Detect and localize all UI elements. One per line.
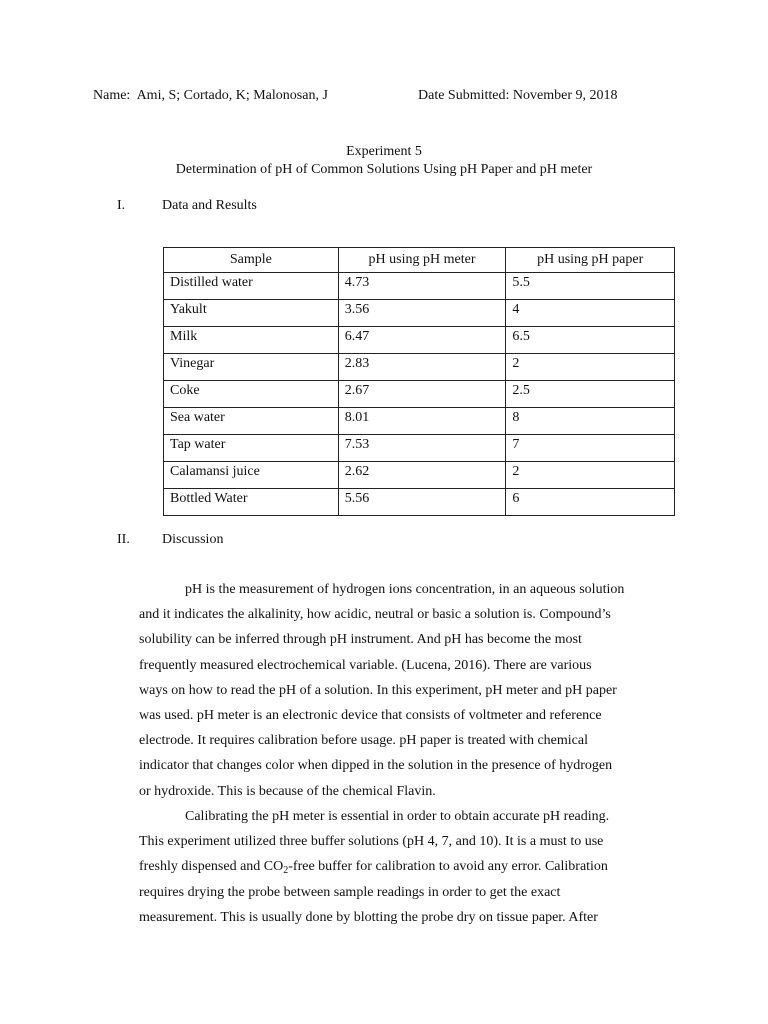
table-cell: Sea water — [164, 408, 339, 435]
table-cell: 6.47 — [338, 327, 506, 354]
table-header-cell: Sample — [164, 248, 339, 273]
table-cell: 2.5 — [506, 381, 675, 408]
table-header-cell: pH using pH meter — [338, 248, 506, 273]
paragraph-line: electrode. It requires calibration before usage. pH paper is treated with chemical — [139, 733, 588, 749]
results-table — [163, 247, 675, 516]
table-cell: 7.53 — [338, 435, 506, 462]
experiment-number: Experiment 5 — [346, 144, 422, 159]
section-title: Discussion — [162, 532, 224, 547]
table-cell: 7 — [506, 435, 675, 462]
discussion-paragraph — [139, 577, 659, 804]
table-cell: 2.67 — [338, 381, 506, 408]
table-row — [164, 381, 675, 408]
paragraph-line: solubility can be inferred through pH instrument. And pH has become the most — [139, 632, 582, 648]
table-cell: Vinegar — [164, 354, 339, 381]
table-cell: 2 — [506, 462, 675, 489]
table-cell: Calamansi juice — [164, 462, 339, 489]
discussion-paragraph — [139, 804, 659, 930]
table-cell: 5.5 — [506, 273, 675, 300]
experiment-title: Determination of pH of Common Solutions Using pH Paper and pH meter — [175, 162, 593, 177]
table-cell: 8 — [506, 408, 675, 435]
paragraph-line: Calibrating the pH meter is essential in order to obtain accurate pH reading. — [185, 809, 610, 824]
text-run: -free buffer for calibration to avoid any error. Calibration — [288, 859, 608, 875]
text-run: freshly dispensed and CO — [139, 859, 284, 875]
paragraph-line: requires drying the probe between sample readings in order to get the exact — [139, 884, 561, 900]
table-cell: 2.83 — [338, 354, 506, 381]
table-cell: 2 — [506, 354, 675, 381]
table-cell: 6 — [506, 489, 675, 516]
table-row — [164, 354, 675, 381]
name-label: Name: — [93, 88, 131, 103]
table-row — [164, 435, 675, 462]
table-row — [164, 408, 675, 435]
paragraph-line: and it indicates the alkalinity, how acidic, neutral or basic a solution is. Compound’s — [139, 607, 611, 623]
table-cell: Coke — [164, 381, 339, 408]
table-cell: 8.01 — [338, 408, 506, 435]
paragraph-line: or hydroxide. This is because of the chemical Flavin. — [139, 783, 436, 799]
table-cell: 3.56 — [338, 300, 506, 327]
table-row — [164, 489, 675, 516]
paragraph-line — [139, 854, 659, 879]
table-cell: 6.5 — [506, 327, 675, 354]
table-cell: Milk — [164, 327, 339, 354]
paragraph-line: pH is the measurement of hydrogen ions concentration, in an aqueous solution — [185, 582, 625, 597]
section-number: I. — [117, 198, 126, 213]
paragraph-line: This experiment utilized three buffer solutions (pH 4, 7, and 10). It is a must to use — [139, 834, 604, 850]
paragraph-line: ways on how to read the pH of a solution. In this experiment, pH meter and pH paper — [139, 682, 617, 698]
date-submitted — [418, 88, 617, 104]
paragraph-line: was used. pH meter is an electronic device that consists of voltmeter and reference — [139, 707, 602, 723]
table-cell: Tap water — [164, 435, 339, 462]
table-cell: 4 — [506, 300, 675, 327]
date-label: Date Submitted: — [418, 88, 510, 103]
table-row — [164, 273, 675, 300]
paragraph-line: indicator that changes color when dipped in the solution in the presence of hydrogen — [139, 758, 613, 774]
paragraph-line: frequently measured electrochemical variable. (Lucena, 2016). There are various — [139, 657, 592, 673]
table-cell: 5.56 — [338, 489, 506, 516]
table-header-cell: pH using pH paper — [506, 248, 675, 273]
subscript: 2 — [283, 865, 289, 877]
names-value: Ami, S; Cortado, K; Malonosan, J — [136, 88, 328, 103]
table-cell: 2.62 — [338, 462, 506, 489]
table-cell: Distilled water — [164, 273, 339, 300]
table-row — [164, 327, 675, 354]
student-names — [93, 88, 328, 104]
table-row — [164, 300, 675, 327]
table-cell: 4.73 — [338, 273, 506, 300]
section-title: Data and Results — [162, 198, 257, 213]
section-number: II. — [117, 532, 130, 547]
table-cell: Yakult — [164, 300, 339, 327]
table-cell: Bottled Water — [164, 489, 339, 516]
table-row — [164, 462, 675, 489]
date-value: November 9, 2018 — [512, 88, 618, 103]
table-header-row — [164, 248, 675, 273]
paragraph-line: measurement. This is usually done by blotting the probe dry on tissue paper. After — [139, 909, 598, 925]
